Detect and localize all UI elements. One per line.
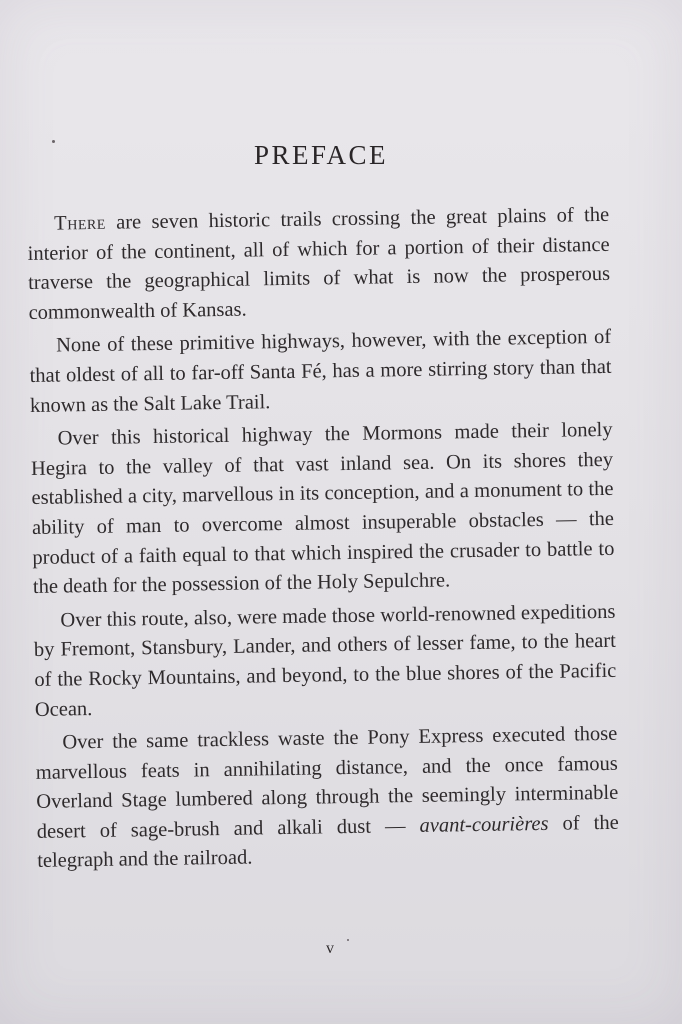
paragraph-lead-word: There	[54, 211, 106, 235]
italic-phrase: avant-courières	[419, 812, 549, 837]
paragraph-1	[27, 201, 611, 329]
paragraph-2: None of these primitive highways, however, with the exception of that oldest of all to far-off Santa Fé, has a more stirring story than that known as the Salt Lake Trail.	[29, 326, 612, 417]
paper-speck	[347, 939, 349, 941]
paragraph-5	[35, 720, 619, 877]
paragraph-3: Over this historical highway the Mormons made their lonely Hegira to the valley of that vast inland sea. On its shores they established a city, marvellous in its conception, and a monument to the ability of man to overcome almost insuperable obstacles — the product of a faith equal to that which inspired the crusader to battle to the death for the possession of the Holy Sepulchre.	[30, 418, 615, 599]
page-title: PREFACE	[253, 140, 389, 170]
paragraph-text: are seven historic trails crossing the great plains of the interior of the continent, all of which for a portion of their distance traverse the geographical limits of what is now the prosperous commonwealth of Kansas.	[27, 203, 611, 324]
paragraph-4: Over this route, also, were made those world-renowned expeditions by Fremont, Stansbury, Lander, and others of lesser fame, to the heart of the Rocky Mountains, and beyond, to the blue shores of the Pacific Ocean.	[33, 600, 617, 721]
paragraph-text-end: of the telegraph and the railroad.	[37, 811, 619, 873]
paragraph-text: Over the same trackless waste the Pony Express executed those marvellous feats in annihilating distance, and the once famous Overland Stage lumbered along through the seemingly interminable desert of sage-brush and alkali dust —	[35, 722, 619, 843]
page-number: v	[326, 940, 334, 957]
preface-body	[27, 201, 619, 881]
